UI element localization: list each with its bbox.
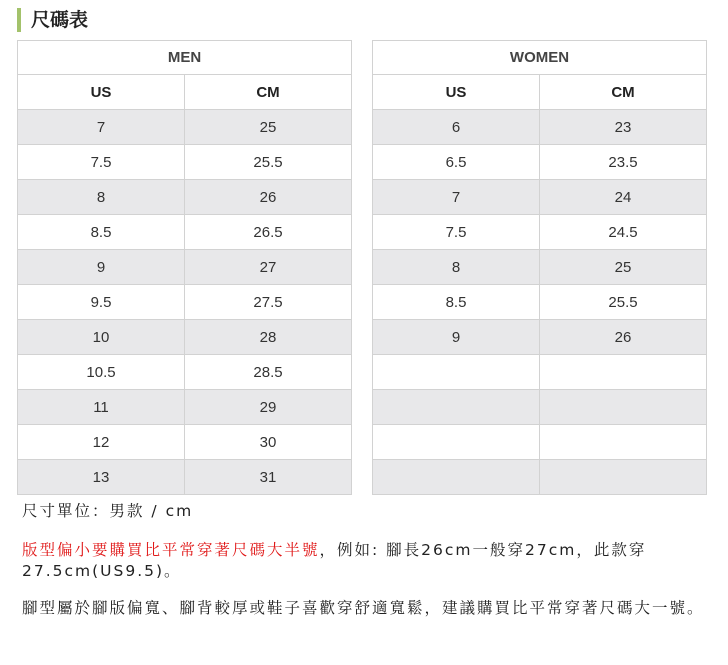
men-cm-cell: 27.5 <box>185 285 352 320</box>
women-cm-cell: 24.5 <box>540 215 707 250</box>
women-us-cell <box>373 355 540 390</box>
men-us-cell: 7 <box>18 110 185 145</box>
men-size-row <box>18 180 352 215</box>
women-cm-cell: 24 <box>540 180 707 215</box>
women-size-row <box>373 390 707 425</box>
women-us-cell <box>373 460 540 495</box>
men-col-cm: CM <box>185 75 352 110</box>
men-us-cell: 12 <box>18 425 185 460</box>
women-size-row <box>373 320 707 355</box>
women-cm-cell <box>540 425 707 460</box>
fit-warning: 版型偏小要購買比平常穿著尺碼大半號 <box>22 541 320 559</box>
women-cm-cell: 25 <box>540 250 707 285</box>
women-size-row <box>373 180 707 215</box>
men-size-row <box>18 110 352 145</box>
men-size-row <box>18 425 352 460</box>
men-cm-cell: 25 <box>185 110 352 145</box>
men-cm-cell: 26 <box>185 180 352 215</box>
men-cm-cell: 29 <box>185 390 352 425</box>
women-cm-cell: 25.5 <box>540 285 707 320</box>
women-us-cell: 7.5 <box>373 215 540 250</box>
men-cm-cell: 28.5 <box>185 355 352 390</box>
women-size-row <box>373 460 707 495</box>
men-us-cell: 7.5 <box>18 145 185 180</box>
women-cm-cell <box>540 460 707 495</box>
men-size-table <box>17 40 352 495</box>
women-cm-cell: 23 <box>540 110 707 145</box>
women-us-cell: 6.5 <box>373 145 540 180</box>
women-cm-cell <box>540 390 707 425</box>
men-col-us: US <box>18 75 185 110</box>
women-size-row <box>373 285 707 320</box>
men-size-row <box>18 355 352 390</box>
fit-note <box>22 540 712 582</box>
women-us-cell <box>373 390 540 425</box>
women-us-cell: 8.5 <box>373 285 540 320</box>
men-us-cell: 11 <box>18 390 185 425</box>
men-cm-cell: 25.5 <box>185 145 352 180</box>
women-us-cell: 7 <box>373 180 540 215</box>
men-us-cell: 9 <box>18 250 185 285</box>
women-table-title: WOMEN <box>373 41 707 75</box>
men-size-row <box>18 390 352 425</box>
men-us-cell: 9.5 <box>18 285 185 320</box>
women-us-cell: 9 <box>373 320 540 355</box>
men-size-row <box>18 215 352 250</box>
men-us-cell: 8.5 <box>18 215 185 250</box>
foot-type-note: 腳型屬於腳版偏寬、腳背較厚或鞋子喜歡穿舒適寬鬆，建議購買比平常穿著尺碼大一號。 <box>22 599 705 617</box>
unit-note: 尺寸單位：男款 / cm <box>22 502 194 520</box>
size-chart-heading: 尺碼表 <box>17 8 88 32</box>
women-size-row <box>373 425 707 460</box>
men-cm-cell: 27 <box>185 250 352 285</box>
men-us-cell: 10 <box>18 320 185 355</box>
fit-example: ，例如: 腳長26cm一般穿27cm，此款穿27.5cm(US9.5)。 <box>22 541 647 580</box>
women-size-row <box>373 145 707 180</box>
men-us-cell: 8 <box>18 180 185 215</box>
men-size-row <box>18 145 352 180</box>
women-cm-cell: 23.5 <box>540 145 707 180</box>
women-us-cell <box>373 425 540 460</box>
men-us-cell: 13 <box>18 460 185 495</box>
women-size-row <box>373 215 707 250</box>
women-cm-cell <box>540 355 707 390</box>
men-size-row <box>18 320 352 355</box>
men-size-row <box>18 285 352 320</box>
men-cm-cell: 28 <box>185 320 352 355</box>
men-us-cell: 10.5 <box>18 355 185 390</box>
women-us-cell: 8 <box>373 250 540 285</box>
women-us-cell: 6 <box>373 110 540 145</box>
men-cm-cell: 26.5 <box>185 215 352 250</box>
men-size-row <box>18 250 352 285</box>
men-cm-cell: 30 <box>185 425 352 460</box>
women-col-us: US <box>373 75 540 110</box>
men-table-title: MEN <box>18 41 352 75</box>
women-size-row <box>373 355 707 390</box>
women-size-row <box>373 250 707 285</box>
women-cm-cell: 26 <box>540 320 707 355</box>
women-size-row <box>373 110 707 145</box>
men-size-row <box>18 460 352 495</box>
women-size-table <box>372 40 707 495</box>
women-col-cm: CM <box>540 75 707 110</box>
men-cm-cell: 31 <box>185 460 352 495</box>
